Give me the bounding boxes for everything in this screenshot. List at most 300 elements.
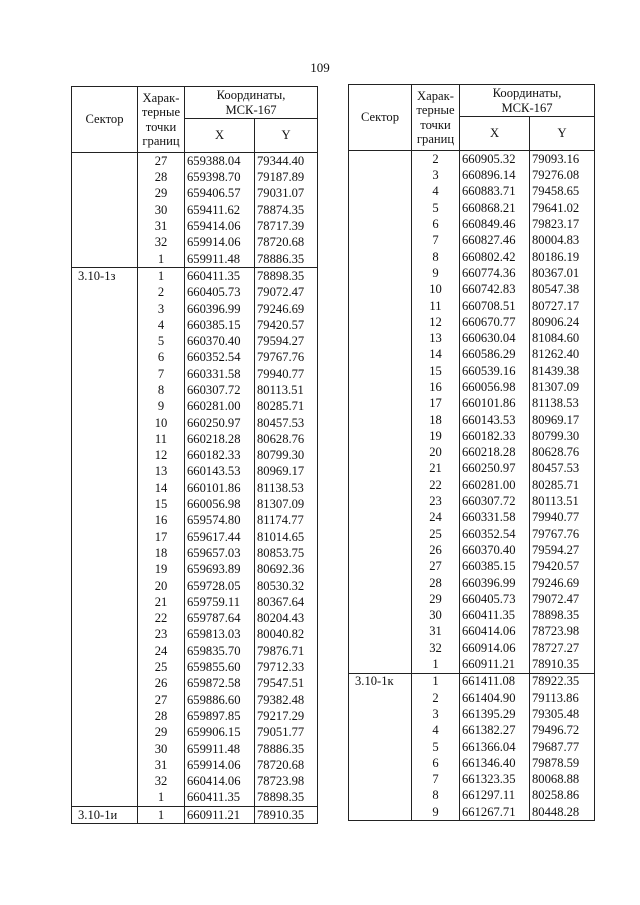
x-cell: 659759.11 bbox=[185, 594, 255, 610]
point-cell: 5 bbox=[412, 739, 460, 755]
table-row bbox=[349, 722, 595, 738]
table-row bbox=[72, 757, 318, 773]
x-cell: 660539.16 bbox=[460, 363, 530, 379]
x-cell: 660868.21 bbox=[460, 200, 530, 216]
sector-cell bbox=[349, 804, 412, 821]
table-row bbox=[72, 234, 318, 250]
x-cell: 659886.60 bbox=[185, 692, 255, 708]
y-cell: 79305.48 bbox=[530, 706, 595, 722]
sector-cell bbox=[349, 395, 412, 411]
table-row bbox=[349, 607, 595, 623]
y-cell: 81174.77 bbox=[255, 513, 318, 529]
x-header: X bbox=[460, 117, 530, 151]
table-row bbox=[349, 477, 595, 493]
y-cell: 80906.24 bbox=[530, 314, 595, 330]
x-cell: 660281.00 bbox=[460, 477, 530, 493]
sector-cell bbox=[349, 265, 412, 281]
point-cell: 31 bbox=[138, 218, 185, 234]
x-cell: 659414.06 bbox=[185, 218, 255, 234]
x-cell: 660056.98 bbox=[460, 379, 530, 395]
table-row bbox=[72, 268, 318, 285]
sector-cell bbox=[72, 545, 138, 561]
y-cell: 79187.89 bbox=[255, 169, 318, 185]
sector-header: Сектор bbox=[349, 85, 412, 151]
x-cell: 660896.14 bbox=[460, 167, 530, 183]
x-cell: 660914.06 bbox=[460, 640, 530, 656]
point-cell: 1 bbox=[412, 656, 460, 673]
point-cell: 3 bbox=[412, 706, 460, 722]
y-cell: 78874.35 bbox=[255, 202, 318, 218]
y-header: Y bbox=[530, 117, 595, 151]
y-cell: 79051.77 bbox=[255, 724, 318, 740]
point-cell: 27 bbox=[412, 558, 460, 574]
x-cell: 660405.73 bbox=[185, 284, 255, 300]
x-cell: 659574.80 bbox=[185, 513, 255, 529]
sector-cell bbox=[349, 167, 412, 183]
table-row bbox=[72, 659, 318, 675]
y-cell: 81138.53 bbox=[255, 480, 318, 496]
table-row bbox=[72, 431, 318, 447]
point-cell: 28 bbox=[138, 169, 185, 185]
sector-cell bbox=[349, 706, 412, 722]
table-row bbox=[72, 333, 318, 349]
table-row bbox=[349, 755, 595, 771]
sector-cell bbox=[349, 232, 412, 248]
y-cell: 79496.72 bbox=[530, 722, 595, 738]
y-cell: 79767.76 bbox=[255, 350, 318, 366]
table-row bbox=[349, 591, 595, 607]
point-cell: 27 bbox=[138, 153, 185, 170]
x-cell: 659914.06 bbox=[185, 757, 255, 773]
points-header: Харак- терные точки границ bbox=[138, 87, 185, 153]
y-cell: 80367.01 bbox=[530, 265, 595, 281]
point-cell: 2 bbox=[412, 151, 460, 168]
coordinates-table-left bbox=[71, 86, 318, 824]
point-cell: 1 bbox=[138, 268, 185, 285]
sector-cell bbox=[72, 676, 138, 692]
y-cell: 79093.16 bbox=[530, 151, 595, 168]
sector-cell bbox=[72, 724, 138, 740]
x-cell: 659911.48 bbox=[185, 251, 255, 268]
sector-cell bbox=[349, 314, 412, 330]
x-cell: 659398.70 bbox=[185, 169, 255, 185]
x-cell: 661267.71 bbox=[460, 804, 530, 821]
y-cell: 78898.35 bbox=[255, 790, 318, 807]
sector-cell bbox=[72, 153, 138, 170]
y-cell: 80004.83 bbox=[530, 232, 595, 248]
y-cell: 79823.17 bbox=[530, 216, 595, 232]
y-cell: 79876.71 bbox=[255, 643, 318, 659]
sector-cell bbox=[72, 578, 138, 594]
table-row bbox=[349, 706, 595, 722]
table-row bbox=[72, 301, 318, 317]
point-cell: 23 bbox=[412, 493, 460, 509]
y-cell: 80457.53 bbox=[255, 415, 318, 431]
x-cell: 660182.33 bbox=[460, 428, 530, 444]
y-cell: 78720.68 bbox=[255, 757, 318, 773]
x-cell: 659406.57 bbox=[185, 186, 255, 202]
point-cell: 21 bbox=[412, 461, 460, 477]
y-cell: 80040.82 bbox=[255, 627, 318, 643]
sector-cell: 3.10-1з bbox=[72, 268, 138, 285]
sector-cell: 3.10-1к bbox=[349, 673, 412, 690]
x-cell: 659911.48 bbox=[185, 741, 255, 757]
y-cell: 78898.35 bbox=[530, 607, 595, 623]
y-cell: 80692.36 bbox=[255, 561, 318, 577]
table-row bbox=[349, 771, 595, 787]
table-row bbox=[349, 461, 595, 477]
table-row bbox=[349, 444, 595, 460]
sector-cell bbox=[349, 379, 412, 395]
table-row bbox=[72, 594, 318, 610]
sector-cell bbox=[72, 350, 138, 366]
sector-cell bbox=[349, 591, 412, 607]
table-row bbox=[349, 575, 595, 591]
table-row bbox=[72, 790, 318, 807]
table-row bbox=[349, 379, 595, 395]
coords-header: Координаты, МСК-167 bbox=[185, 87, 318, 119]
point-cell: 32 bbox=[412, 640, 460, 656]
point-cell: 10 bbox=[138, 415, 185, 431]
y-cell: 79594.27 bbox=[255, 333, 318, 349]
table-row bbox=[349, 656, 595, 673]
point-cell: 9 bbox=[138, 398, 185, 414]
sector-cell bbox=[349, 200, 412, 216]
point-cell: 4 bbox=[138, 317, 185, 333]
point-cell: 25 bbox=[138, 659, 185, 675]
sector-cell bbox=[72, 513, 138, 529]
x-cell: 660411.35 bbox=[185, 790, 255, 807]
y-cell: 79878.59 bbox=[530, 755, 595, 771]
table-row bbox=[349, 298, 595, 314]
x-cell: 659897.85 bbox=[185, 708, 255, 724]
point-cell: 13 bbox=[138, 464, 185, 480]
x-cell: 659872.58 bbox=[185, 676, 255, 692]
point-cell: 12 bbox=[138, 447, 185, 463]
table-row bbox=[72, 529, 318, 545]
point-cell: 32 bbox=[138, 234, 185, 250]
point-cell: 31 bbox=[412, 624, 460, 640]
y-header: Y bbox=[255, 119, 318, 153]
x-cell: 660849.46 bbox=[460, 216, 530, 232]
sector-cell bbox=[72, 594, 138, 610]
sector-cell bbox=[72, 659, 138, 675]
y-cell: 79712.33 bbox=[255, 659, 318, 675]
y-cell: 79246.69 bbox=[530, 575, 595, 591]
point-cell: 7 bbox=[412, 771, 460, 787]
y-cell: 78898.35 bbox=[255, 268, 318, 285]
x-cell: 660385.15 bbox=[460, 558, 530, 574]
x-cell: 660411.35 bbox=[185, 268, 255, 285]
point-cell: 10 bbox=[412, 281, 460, 297]
sector-cell bbox=[72, 366, 138, 382]
point-cell: 6 bbox=[138, 350, 185, 366]
sector-cell bbox=[72, 529, 138, 545]
x-cell: 660281.00 bbox=[185, 398, 255, 414]
x-cell: 661404.90 bbox=[460, 690, 530, 706]
x-cell: 660802.42 bbox=[460, 249, 530, 265]
y-cell: 79276.08 bbox=[530, 167, 595, 183]
table-row bbox=[349, 412, 595, 428]
table-row bbox=[72, 382, 318, 398]
point-cell: 26 bbox=[412, 542, 460, 558]
x-cell: 659693.89 bbox=[185, 561, 255, 577]
point-cell: 4 bbox=[412, 722, 460, 738]
y-cell: 81138.53 bbox=[530, 395, 595, 411]
sector-cell bbox=[72, 561, 138, 577]
table-row bbox=[72, 513, 318, 529]
x-cell: 660414.06 bbox=[185, 773, 255, 789]
table-row bbox=[72, 317, 318, 333]
sector-cell: 3.10-1и bbox=[72, 806, 138, 823]
sector-cell bbox=[72, 447, 138, 463]
point-cell: 18 bbox=[138, 545, 185, 561]
sector-cell bbox=[349, 575, 412, 591]
y-cell: 78886.35 bbox=[255, 251, 318, 268]
point-cell: 14 bbox=[138, 480, 185, 496]
x-cell: 660742.83 bbox=[460, 281, 530, 297]
x-cell: 660911.21 bbox=[185, 806, 255, 823]
y-cell: 79687.77 bbox=[530, 739, 595, 755]
sector-cell bbox=[349, 510, 412, 526]
sector-cell bbox=[349, 558, 412, 574]
sector-cell bbox=[349, 184, 412, 200]
x-cell: 660101.86 bbox=[460, 395, 530, 411]
y-cell: 79594.27 bbox=[530, 542, 595, 558]
y-cell: 80628.76 bbox=[530, 444, 595, 460]
x-cell: 660827.46 bbox=[460, 232, 530, 248]
table-row bbox=[72, 350, 318, 366]
y-cell: 79547.51 bbox=[255, 676, 318, 692]
sector-cell bbox=[349, 428, 412, 444]
point-cell: 7 bbox=[138, 366, 185, 382]
coords-header: Координаты, МСК-167 bbox=[460, 85, 595, 117]
point-cell: 6 bbox=[412, 216, 460, 232]
table-row bbox=[72, 496, 318, 512]
sector-cell bbox=[72, 382, 138, 398]
x-cell: 659728.05 bbox=[185, 578, 255, 594]
y-cell: 80530.32 bbox=[255, 578, 318, 594]
table-row bbox=[349, 542, 595, 558]
sector-cell bbox=[349, 412, 412, 428]
y-cell: 79420.57 bbox=[255, 317, 318, 333]
sector-cell bbox=[72, 610, 138, 626]
y-cell: 79072.47 bbox=[530, 591, 595, 607]
sector-cell bbox=[349, 493, 412, 509]
x-cell: 661411.08 bbox=[460, 673, 530, 690]
table-row bbox=[72, 447, 318, 463]
point-cell: 29 bbox=[412, 591, 460, 607]
x-cell: 661297.11 bbox=[460, 788, 530, 804]
sector-cell bbox=[72, 741, 138, 757]
x-cell: 660331.58 bbox=[460, 510, 530, 526]
y-cell: 81307.09 bbox=[255, 496, 318, 512]
x-cell: 659411.62 bbox=[185, 202, 255, 218]
sector-cell bbox=[349, 526, 412, 542]
sector-cell bbox=[349, 722, 412, 738]
sector-header: Сектор bbox=[72, 87, 138, 153]
x-cell: 660250.97 bbox=[460, 461, 530, 477]
sector-cell bbox=[349, 444, 412, 460]
sector-cell bbox=[349, 755, 412, 771]
x-cell: 661346.40 bbox=[460, 755, 530, 771]
table-row bbox=[349, 330, 595, 346]
x-cell: 660352.54 bbox=[460, 526, 530, 542]
table-row bbox=[349, 232, 595, 248]
point-cell: 6 bbox=[412, 755, 460, 771]
table-row bbox=[349, 739, 595, 755]
y-cell: 80969.17 bbox=[530, 412, 595, 428]
x-cell: 660396.99 bbox=[185, 301, 255, 317]
x-cell: 660370.40 bbox=[185, 333, 255, 349]
sector-cell bbox=[349, 151, 412, 168]
x-cell: 659787.64 bbox=[185, 610, 255, 626]
y-cell: 78922.35 bbox=[530, 673, 595, 690]
y-cell: 79420.57 bbox=[530, 558, 595, 574]
points-header: Харак- терные точки границ bbox=[412, 85, 460, 151]
y-cell: 81084.60 bbox=[530, 330, 595, 346]
point-cell: 30 bbox=[412, 607, 460, 623]
x-cell: 660218.28 bbox=[185, 431, 255, 447]
y-cell: 80547.38 bbox=[530, 281, 595, 297]
sector-cell bbox=[349, 739, 412, 755]
table-row bbox=[349, 249, 595, 265]
y-cell: 80204.43 bbox=[255, 610, 318, 626]
x-cell: 660411.35 bbox=[460, 607, 530, 623]
y-cell: 78910.35 bbox=[530, 656, 595, 673]
x-cell: 659813.03 bbox=[185, 627, 255, 643]
y-cell: 81307.09 bbox=[530, 379, 595, 395]
y-cell: 80853.75 bbox=[255, 545, 318, 561]
y-cell: 78717.39 bbox=[255, 218, 318, 234]
y-cell: 80367.64 bbox=[255, 594, 318, 610]
sector-cell bbox=[349, 298, 412, 314]
point-cell: 19 bbox=[138, 561, 185, 577]
x-cell: 660352.54 bbox=[185, 350, 255, 366]
x-cell: 661366.04 bbox=[460, 739, 530, 755]
table-row bbox=[72, 806, 318, 823]
x-cell: 660143.53 bbox=[185, 464, 255, 480]
x-cell: 659617.44 bbox=[185, 529, 255, 545]
table-row bbox=[72, 480, 318, 496]
table-row bbox=[72, 676, 318, 692]
sector-cell bbox=[72, 333, 138, 349]
point-cell: 4 bbox=[412, 184, 460, 200]
point-cell: 24 bbox=[412, 510, 460, 526]
x-cell: 660101.86 bbox=[185, 480, 255, 496]
x-cell: 659855.60 bbox=[185, 659, 255, 675]
point-cell: 14 bbox=[412, 347, 460, 363]
y-cell: 79940.77 bbox=[530, 510, 595, 526]
y-cell: 79382.48 bbox=[255, 692, 318, 708]
point-cell: 8 bbox=[412, 249, 460, 265]
sector-cell bbox=[349, 477, 412, 493]
y-cell: 80799.30 bbox=[255, 447, 318, 463]
y-cell: 78720.68 bbox=[255, 234, 318, 250]
point-cell: 23 bbox=[138, 627, 185, 643]
y-cell: 78723.98 bbox=[255, 773, 318, 789]
sector-cell bbox=[349, 347, 412, 363]
x-cell: 661382.27 bbox=[460, 722, 530, 738]
sector-cell bbox=[349, 330, 412, 346]
table-row bbox=[72, 578, 318, 594]
x-cell: 659914.06 bbox=[185, 234, 255, 250]
table-row bbox=[349, 314, 595, 330]
point-cell: 20 bbox=[412, 444, 460, 460]
x-cell: 661395.29 bbox=[460, 706, 530, 722]
point-cell: 8 bbox=[412, 788, 460, 804]
table-row bbox=[349, 363, 595, 379]
sector-cell bbox=[72, 692, 138, 708]
sector-cell bbox=[72, 251, 138, 268]
y-cell: 79031.07 bbox=[255, 186, 318, 202]
y-cell: 79641.02 bbox=[530, 200, 595, 216]
table-row bbox=[72, 741, 318, 757]
point-cell: 9 bbox=[412, 804, 460, 821]
table-row bbox=[72, 708, 318, 724]
table-row bbox=[349, 690, 595, 706]
table-row bbox=[72, 186, 318, 202]
point-cell: 5 bbox=[412, 200, 460, 216]
y-cell: 80969.17 bbox=[255, 464, 318, 480]
point-cell: 22 bbox=[412, 477, 460, 493]
table-row bbox=[72, 218, 318, 234]
y-cell: 78727.27 bbox=[530, 640, 595, 656]
y-cell: 81014.65 bbox=[255, 529, 318, 545]
table-row bbox=[72, 284, 318, 300]
sector-cell bbox=[72, 627, 138, 643]
y-cell: 80799.30 bbox=[530, 428, 595, 444]
point-cell: 17 bbox=[412, 395, 460, 411]
sector-cell bbox=[72, 218, 138, 234]
y-cell: 79113.86 bbox=[530, 690, 595, 706]
table-row bbox=[349, 184, 595, 200]
table-row bbox=[349, 624, 595, 640]
point-cell: 2 bbox=[138, 284, 185, 300]
table-row bbox=[72, 724, 318, 740]
y-cell: 80457.53 bbox=[530, 461, 595, 477]
x-cell: 660708.51 bbox=[460, 298, 530, 314]
sector-cell bbox=[72, 415, 138, 431]
table-row bbox=[72, 773, 318, 789]
table-row bbox=[349, 347, 595, 363]
sector-cell bbox=[72, 757, 138, 773]
table-row bbox=[72, 366, 318, 382]
table-row bbox=[349, 640, 595, 656]
x-cell: 661323.35 bbox=[460, 771, 530, 787]
x-cell: 660218.28 bbox=[460, 444, 530, 460]
point-cell: 1 bbox=[138, 806, 185, 823]
table-row bbox=[349, 804, 595, 821]
y-cell: 79767.76 bbox=[530, 526, 595, 542]
sector-cell bbox=[72, 186, 138, 202]
x-cell: 660307.72 bbox=[185, 382, 255, 398]
table-row bbox=[349, 281, 595, 297]
point-cell: 31 bbox=[138, 757, 185, 773]
sector-cell bbox=[72, 431, 138, 447]
point-cell: 15 bbox=[412, 363, 460, 379]
table-row bbox=[349, 200, 595, 216]
point-cell: 29 bbox=[138, 724, 185, 740]
table-row bbox=[72, 415, 318, 431]
table-row bbox=[349, 558, 595, 574]
point-cell: 18 bbox=[412, 412, 460, 428]
y-cell: 80285.71 bbox=[530, 477, 595, 493]
x-cell: 660670.77 bbox=[460, 314, 530, 330]
sector-cell bbox=[72, 773, 138, 789]
sector-cell bbox=[349, 690, 412, 706]
y-cell: 80113.51 bbox=[530, 493, 595, 509]
